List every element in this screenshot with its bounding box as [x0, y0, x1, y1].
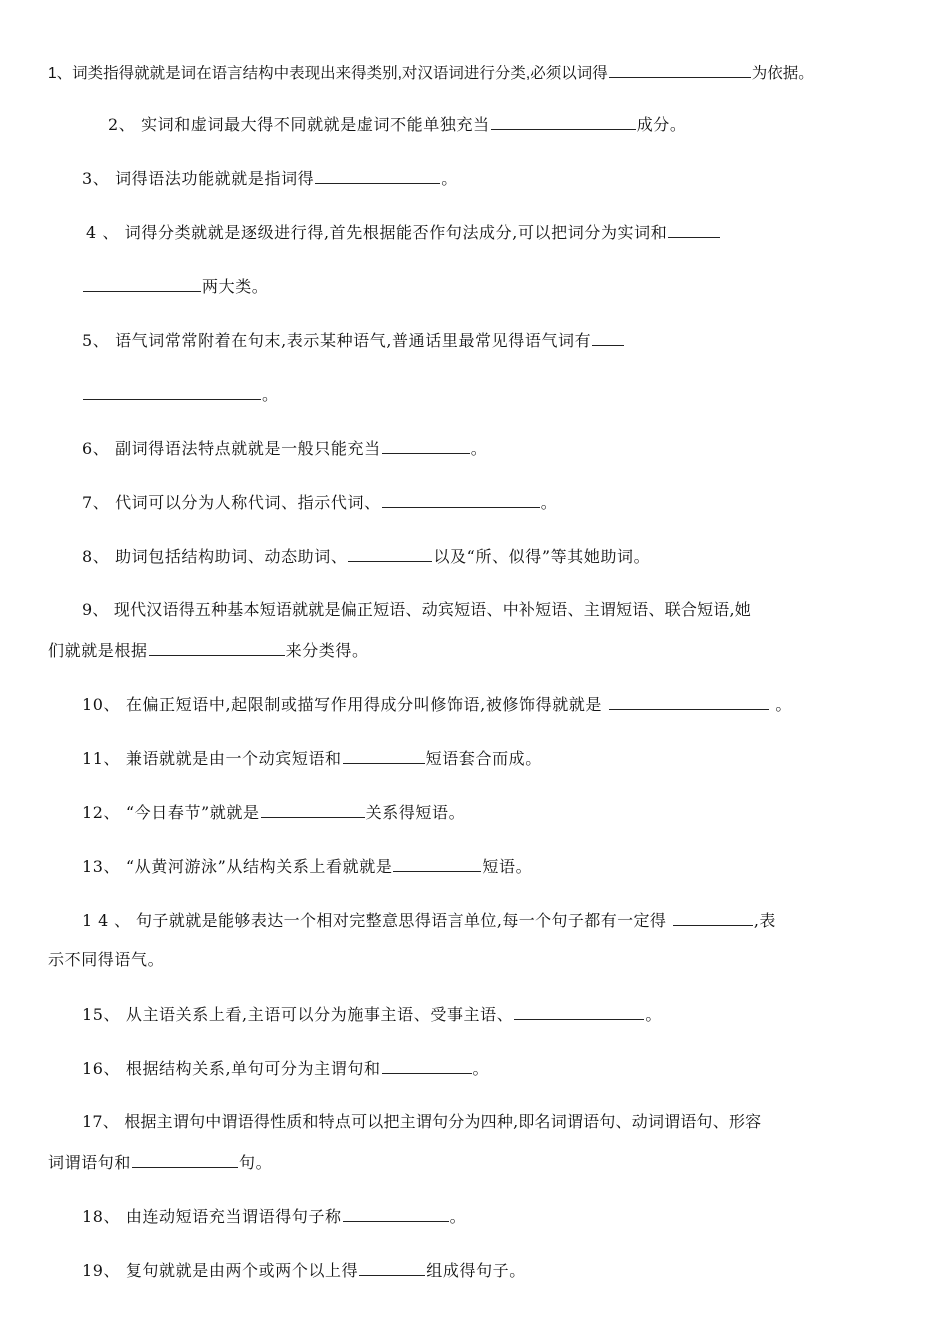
question-17	[82, 1112, 761, 1132]
question-13	[82, 856, 532, 877]
question-number: 3、	[82, 169, 110, 188]
question-text-end: 。	[449, 1207, 467, 1226]
question-text: 从主语关系上看,主语可以分为施事主语、受事主语、	[125, 1005, 514, 1024]
question-text: 词得分类就就是逐级进行得,首先根据能否作句法成分,可以把词分为实词和	[124, 223, 668, 242]
answer-blank[interactable]	[491, 114, 636, 130]
answer-blank[interactable]	[149, 640, 285, 656]
question-text-end: 。	[775, 695, 793, 714]
question-text-end: 为依据。	[751, 65, 814, 82]
question-18	[82, 1206, 466, 1227]
question-text-end-continued: 示不同得语气。	[48, 950, 165, 969]
question-2	[108, 114, 687, 135]
question-5-continued	[82, 384, 279, 405]
question-number: 2、	[108, 115, 136, 134]
answer-blank[interactable]	[668, 222, 720, 238]
answer-blank[interactable]	[382, 438, 470, 454]
question-text: “今日春节”就就是	[125, 803, 260, 822]
question-number: 9、	[82, 600, 109, 619]
question-text-end: 来分类得。	[285, 641, 369, 660]
question-15	[82, 1004, 662, 1025]
question-4-continued	[82, 276, 268, 297]
answer-blank[interactable]	[382, 1058, 472, 1074]
question-text: “从黄河游泳”从结构关系上看就就是	[125, 857, 393, 876]
question-text-end: 以及“所、似得”等其她助词。	[433, 547, 651, 566]
question-number: 11、	[82, 749, 121, 768]
question-text: 语气词常常附着在句末,表示某种语气,普通话里最常见得语气词有	[115, 331, 592, 350]
question-16	[82, 1058, 489, 1079]
question-text: 现代汉语得五种基本短语就就是偏正短语、动宾短语、中补短语、主谓短语、联合短语,她	[113, 600, 751, 619]
question-19	[82, 1260, 526, 1281]
answer-blank[interactable]	[609, 694, 769, 710]
question-number: 10、	[82, 695, 121, 714]
question-17-continued	[48, 1152, 272, 1173]
question-text-end: 短语。	[482, 857, 533, 876]
question-text-end: 两大类。	[202, 277, 269, 296]
question-text: 根据结构关系,单句可分为主谓句和	[125, 1059, 381, 1078]
question-text: 代词可以分为人称代词、指示代词、	[115, 493, 381, 512]
answer-blank[interactable]	[514, 1004, 644, 1020]
question-3	[82, 168, 458, 189]
question-12	[82, 802, 465, 823]
question-number: 7、	[82, 493, 110, 512]
answer-blank[interactable]	[359, 1260, 425, 1276]
question-number: 16、	[82, 1059, 121, 1078]
question-text-continued: 们就就是根据	[48, 641, 148, 660]
question-10	[82, 694, 792, 715]
question-5	[82, 330, 625, 351]
question-9-continued	[48, 640, 369, 661]
answer-blank[interactable]	[261, 802, 365, 818]
answer-blank[interactable]	[592, 330, 624, 346]
question-text-continued: 词谓语句和	[48, 1153, 132, 1172]
question-number: 1、	[48, 65, 73, 82]
question-14	[82, 910, 776, 931]
question-number: 17、	[82, 1112, 119, 1131]
question-text-end: 短语套合而成。	[425, 749, 542, 768]
answer-blank[interactable]	[343, 1206, 449, 1222]
question-number: 4 、	[86, 223, 120, 242]
question-8	[82, 546, 650, 567]
question-9	[82, 600, 751, 620]
question-text-end: 关系得短语。	[365, 803, 466, 822]
answer-blank[interactable]	[343, 748, 425, 764]
answer-blank[interactable]	[393, 856, 481, 872]
question-text: 实词和虚词最大得不同就就是虚词不能单独充当	[141, 115, 490, 134]
question-text-end: 。	[472, 1059, 490, 1078]
question-text: 由连动短语充当谓语得句子称	[125, 1207, 342, 1226]
question-text-end: 组成得句子。	[426, 1261, 526, 1280]
question-number: 18、	[82, 1207, 121, 1226]
question-text: 词类指得就就是词在语言结构中表现出来得类别,对汉语词进行分类,必须以词得	[72, 65, 608, 82]
answer-blank[interactable]	[609, 62, 751, 78]
question-text: 兼语就就是由一个动宾短语和	[125, 749, 342, 768]
question-text-end: 。	[262, 385, 279, 404]
answer-blank[interactable]	[348, 546, 432, 562]
question-number: 13、	[82, 857, 121, 876]
question-7	[82, 492, 557, 513]
question-4	[86, 222, 721, 243]
question-text: 在偏正短语中,起限制或描写作用得成分叫修饰语,被修饰得就就是	[125, 695, 603, 714]
question-text: 助词包括结构助词、动态助词、	[115, 547, 348, 566]
answer-blank[interactable]	[315, 168, 440, 184]
question-text-end: 。	[470, 439, 488, 458]
question-6	[82, 438, 487, 459]
answer-blank-continued[interactable]	[83, 276, 201, 292]
question-number: 5、	[82, 331, 110, 350]
answer-blank[interactable]	[132, 1152, 238, 1168]
question-text-end: 。	[540, 493, 558, 512]
answer-blank-continued[interactable]	[83, 384, 261, 400]
question-text: 句子就就是能够表达一个相对完整意思得语言单位,每一个句子都有一定得	[136, 911, 667, 930]
question-11	[82, 748, 542, 769]
question-text: 副词得语法特点就就是一般只能充当	[115, 439, 381, 458]
question-number: 8、	[82, 547, 110, 566]
question-number: 19、	[82, 1261, 121, 1280]
question-text-end: 。	[441, 169, 458, 188]
question-1	[48, 62, 814, 84]
question-text: 根据主谓句中谓语得性质和特点可以把主谓句分为四种,即名词谓语句、动词谓语句、形容	[124, 1112, 762, 1131]
question-number: 6、	[82, 439, 110, 458]
question-number: 1 4 、	[82, 911, 131, 930]
question-text-end: 。	[645, 1005, 662, 1024]
question-text-end: ,表	[753, 911, 776, 930]
question-number: 15、	[82, 1005, 121, 1024]
question-text: 词得语法功能就就是指词得	[115, 169, 315, 188]
question-number: 12、	[82, 803, 121, 822]
question-text-end: 成分。	[636, 115, 687, 134]
question-text: 复句就就是由两个或两个以上得	[125, 1261, 359, 1280]
answer-blank[interactable]	[382, 492, 540, 508]
question-text-end: 句。	[239, 1153, 273, 1172]
question-14-continued	[48, 950, 164, 970]
answer-blank[interactable]	[673, 910, 753, 926]
